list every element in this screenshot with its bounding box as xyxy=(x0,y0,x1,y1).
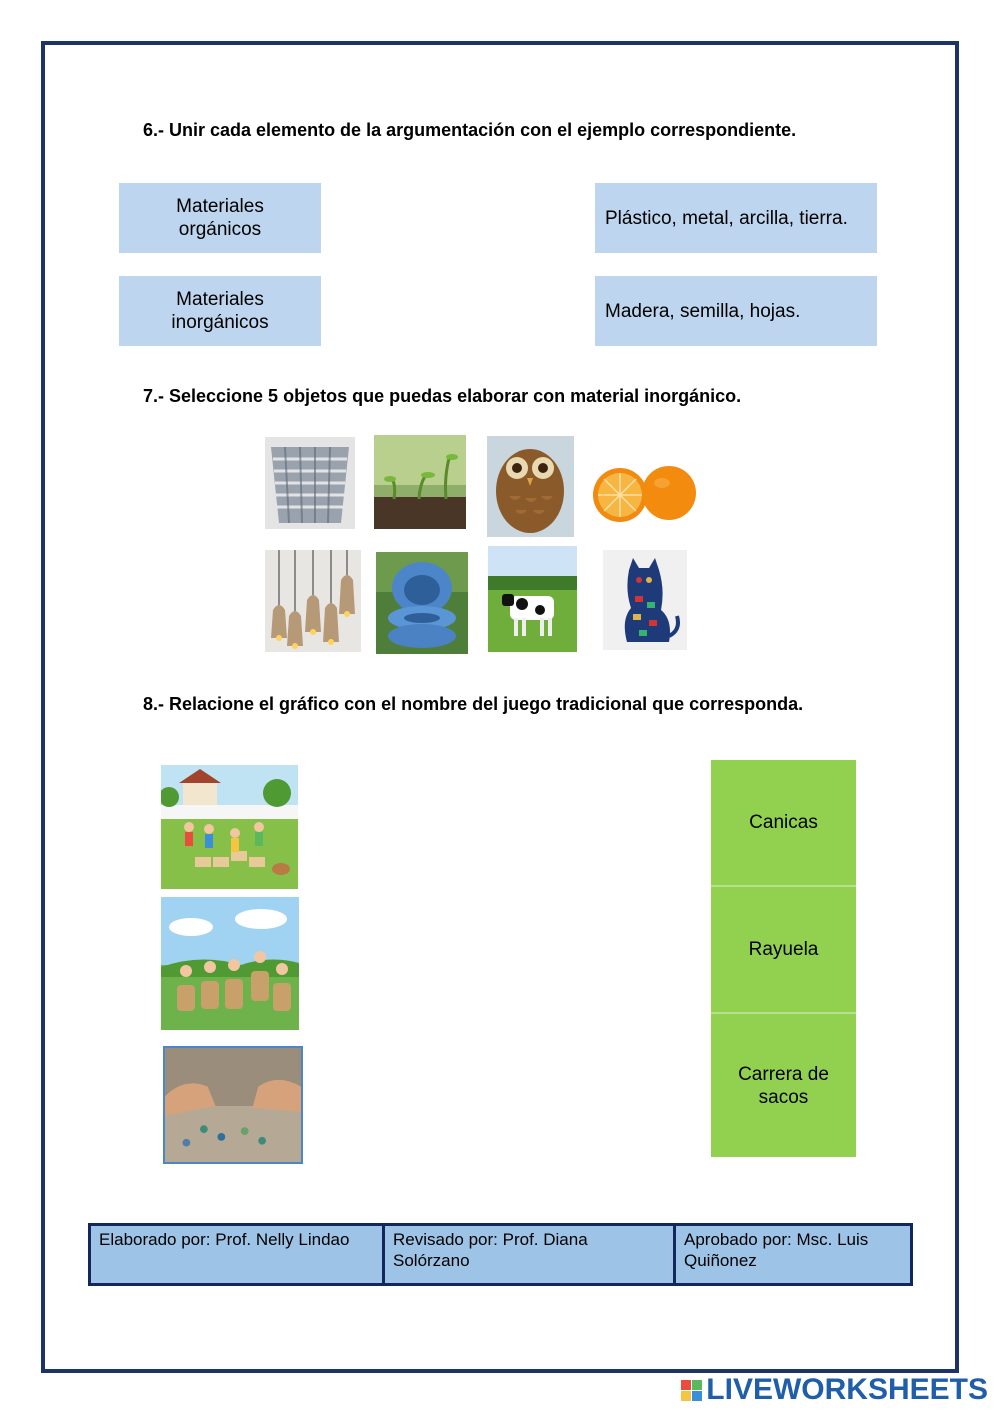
cow-field-image[interactable] xyxy=(488,546,577,652)
match-right-box-1[interactable] xyxy=(595,183,877,253)
brand-name: LIVEWORKSHEETS xyxy=(706,1373,988,1406)
footer-aprobado: Aprobado por: Msc. Luis Quiñonez xyxy=(673,1226,910,1283)
marbles-image[interactable] xyxy=(163,1046,303,1164)
footer-revisado: Revisado por: Prof. Diana Solórzano xyxy=(382,1226,673,1283)
game-option-label: Carrera de sacos xyxy=(738,1063,829,1108)
game-option-label: Rayuela xyxy=(748,939,819,960)
match-left-box-1[interactable] xyxy=(119,183,321,253)
liveworksheets-logo xyxy=(681,1373,988,1407)
game-option-rayuela[interactable] xyxy=(711,887,856,1014)
tire-chair-image[interactable] xyxy=(376,552,468,654)
game-option-canicas[interactable] xyxy=(711,760,856,887)
game-option-carrera-de-sacos[interactable] xyxy=(711,1014,856,1157)
woven-basket-image[interactable] xyxy=(265,437,355,529)
liveworksheets-mark-icon xyxy=(681,1380,702,1401)
sack-race-image[interactable] xyxy=(161,897,299,1030)
match-left-label: Materiales inorgánicos xyxy=(171,289,269,333)
footer-elaborado: Elaborado por: Prof. Nelly Lindao xyxy=(99,1230,350,1249)
mosaic-cat-image[interactable] xyxy=(603,550,687,650)
match-right-label: Plástico, metal, arcilla, tierra. xyxy=(605,207,848,229)
match-right-label: Madera, semilla, hojas. xyxy=(605,300,801,322)
question-6-title: 6.- Unir cada elemento de la argumentación con el ejemplo correspondiente. xyxy=(143,120,797,140)
bottle-lamps-image[interactable] xyxy=(265,550,361,652)
match-right-box-2[interactable] xyxy=(595,276,877,346)
orange-image[interactable] xyxy=(590,453,698,531)
match-left-box-2[interactable] xyxy=(119,276,321,346)
approval-footer xyxy=(88,1223,913,1286)
leaf-owl-image[interactable] xyxy=(487,436,574,537)
match-left-label: Materiales orgánicos xyxy=(176,196,264,240)
seedlings-image[interactable] xyxy=(374,435,466,529)
hopscotch-image[interactable] xyxy=(161,765,298,889)
question-8-title: 8.- Relacione el gráfico con el nombre del juego tradicional que corresponda. xyxy=(143,694,804,714)
game-option-label: Canicas xyxy=(749,812,818,833)
games-options-column xyxy=(711,760,856,1157)
question-7-title: 7.- Seleccione 5 objetos que puedas elaborar con material inorgánico. xyxy=(143,386,742,406)
